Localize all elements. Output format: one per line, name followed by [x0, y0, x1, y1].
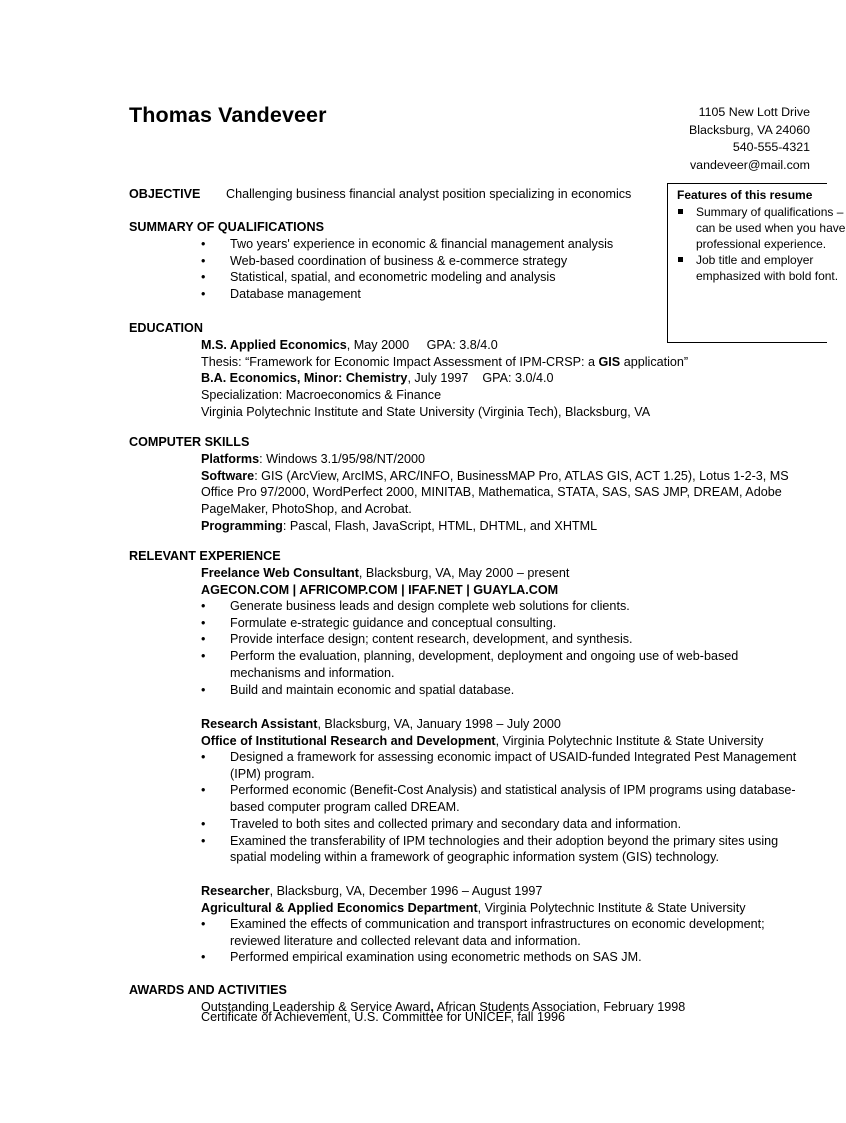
features-item: Summary of qualifications – can be used when you have professional experience. — [677, 204, 846, 252]
objective-heading: OBJECTIVE — [129, 187, 201, 201]
award-cut-text: Certificate of Achievement, U.S. Committee for UNICEF, fall 1996 — [201, 1010, 565, 1024]
programming-text: : Pascal, Flash, JavaScript, HTML, DHTML, and XHTML — [282, 518, 598, 533]
job-employer: Office of Institutional Research and Development — [201, 733, 496, 748]
features-item: Job title and employer emphasized with bold font. — [677, 252, 846, 284]
job-employer-detail: , Virginia Polytechnic Institute & State University — [495, 733, 764, 748]
summary-list — [201, 236, 801, 303]
job-title: Freelance Web Consultant — [201, 566, 359, 580]
ba-degree-line — [201, 370, 801, 387]
contact-address: 1105 New Lott Drive — [698, 105, 810, 119]
applicant-name: Thomas Vandeveer — [129, 103, 327, 127]
job-bullet: • Performed empirical examination using econometric methods on SAS JM. — [201, 949, 811, 966]
job-bullet: • Traveled to both sites and collected primary and secondary data and information. — [201, 816, 801, 833]
job-title: Research Assistant — [201, 717, 318, 731]
job-bullet: • Examined the effects of communication and transport infrastructures on economic development; reviewed literature and collected relevant data and information. — [201, 916, 811, 949]
contact-phone: 540-555-4321 — [732, 140, 810, 154]
job-employer: Agricultural & Applied Economics Department — [201, 900, 478, 915]
job-title: Researcher — [201, 884, 270, 898]
job-employer-line — [201, 733, 811, 750]
thesis-line — [201, 354, 801, 371]
platforms-line — [201, 451, 799, 468]
summary-item: • Database management — [201, 286, 801, 303]
job-bullet: • Generate business leads and design complete web solutions for clients. — [201, 598, 801, 615]
thesis-pre: Thesis: “Framework for Economic Impact Assessment of IPM-CRSP: a — [201, 354, 599, 369]
job-researcher-bullets — [201, 916, 811, 966]
job-research-assistant-bullets — [201, 749, 801, 866]
platforms-label: Platforms — [201, 452, 260, 466]
computer-skills-heading: COMPUTER SKILLS — [129, 435, 250, 449]
ms-degree: M.S. Applied Economics — [201, 338, 347, 352]
contact-city: Blacksburg, VA 24060 — [688, 122, 810, 137]
award-comma: , — [430, 1000, 434, 1014]
objective-text: Challenging business financial analyst position specializing in economics — [226, 187, 632, 201]
job-bullet: • Designed a framework for assessing economic impact of USAID-funded Integrated Pest Management (IPM) program. — [201, 749, 801, 782]
job-bullet: • Performed economic (Benefit-Cost Analysis) and statistical analysis of IPM programs using database-based computer program called DREAM. — [201, 782, 801, 815]
job-bullet: • Perform the evaluation, planning, development, deployment and ongoing use of web-based mechanisms and information. — [201, 648, 801, 681]
thesis-bold: GIS — [598, 354, 621, 369]
programming-line — [201, 518, 799, 535]
job-bullet: • Build and maintain economic and spatial database. — [201, 682, 801, 699]
job-detail: , Blacksburg, VA, January 1998 – July 2000 — [317, 717, 561, 731]
job-employer-detail: , Virginia Polytechnic Institute & State University — [477, 900, 746, 915]
job-detail: , Blacksburg, VA, May 2000 – present — [358, 566, 570, 580]
ms-degree-line — [201, 337, 801, 354]
job-employer-line — [201, 582, 801, 599]
school: Virginia Polytechnic Institute and State University (Virginia Tech), Blacksburg, VA — [201, 404, 651, 419]
job-bullet: • Formulate e-strategic guidance and conceptual consulting. — [201, 615, 801, 632]
job-employer: AGECON.COM | AFRICOMP.COM | IFAF.NET | GUAYLA.COM — [201, 582, 559, 597]
ba-detail: , July 1997 GPA: 3.0/4.0 — [407, 371, 554, 386]
summary-item: • Two years' experience in economic & financial management analysis — [201, 236, 801, 253]
job-freelance — [201, 565, 801, 598]
job-researcher — [201, 883, 811, 916]
software-label: Software — [201, 468, 255, 483]
job-title-line — [201, 883, 811, 900]
platforms-text: : Windows 3.1/95/98/NT/2000 — [259, 452, 426, 466]
job-research-assistant — [201, 716, 811, 749]
summary-item: • Web-based coordination of business & e-commerce strategy — [201, 253, 801, 270]
software-text: : GIS (ArcView, ArcIMS, ARC/INFO, BusinessMAP Pro, ATLAS GIS, ACT 1.25), Lotus 1-2-3, MS Office Pro 97/2000, WordPerfect 2000, MINITAB, Mathematica, STATA, SAS, SAS JMP, DREAM, Adobe PageMaker, PhotoShop, and Acrobat. — [201, 468, 789, 517]
job-detail: , Blacksburg, VA, December 1996 – August 1997 — [269, 884, 543, 898]
awards-heading: AWARDS AND ACTIVITIES — [129, 983, 287, 997]
education-heading: EDUCATION — [129, 321, 203, 335]
job-title-line — [201, 716, 811, 733]
contact-block — [689, 104, 810, 174]
award-item-cut-off — [201, 1010, 801, 1025]
specialization: Specialization: Macroeconomics & Finance — [201, 388, 442, 403]
contact-email: vandeveer@mail.com — [689, 157, 810, 172]
award-name: Outstanding Leadership & Service Award — [201, 1000, 431, 1014]
job-bullet: • Provide interface design; content research, development, and synthesis. — [201, 631, 801, 648]
thesis-post: application” — [620, 354, 689, 369]
programming-label: Programming — [201, 518, 283, 533]
education-block — [201, 337, 801, 421]
software-line — [201, 468, 799, 518]
job-freelance-bullets — [201, 598, 801, 698]
summary-item: • Statistical, spatial, and econometric modeling and analysis — [201, 269, 801, 286]
experience-heading: RELEVANT EXPERIENCE — [129, 549, 281, 563]
computer-skills-block — [201, 451, 799, 535]
job-employer-line — [201, 900, 811, 917]
features-title: Features of this resume — [677, 188, 813, 202]
job-bullet: • Examined the transferability of IPM technologies and their adoption beyond the primary sites using spatial modeling within a framework of geographic information system (GIS) technology. — [201, 833, 801, 866]
summary-heading: SUMMARY OF QUALIFICATIONS — [129, 220, 324, 234]
ba-degree: B.A. Economics, Minor: Chemistry — [201, 371, 408, 386]
job-title-line — [201, 565, 801, 582]
ms-detail: , May 2000 GPA: 3.8/4.0 — [346, 338, 498, 352]
award-detail: African Students Association, February 1998 — [433, 1000, 686, 1014]
